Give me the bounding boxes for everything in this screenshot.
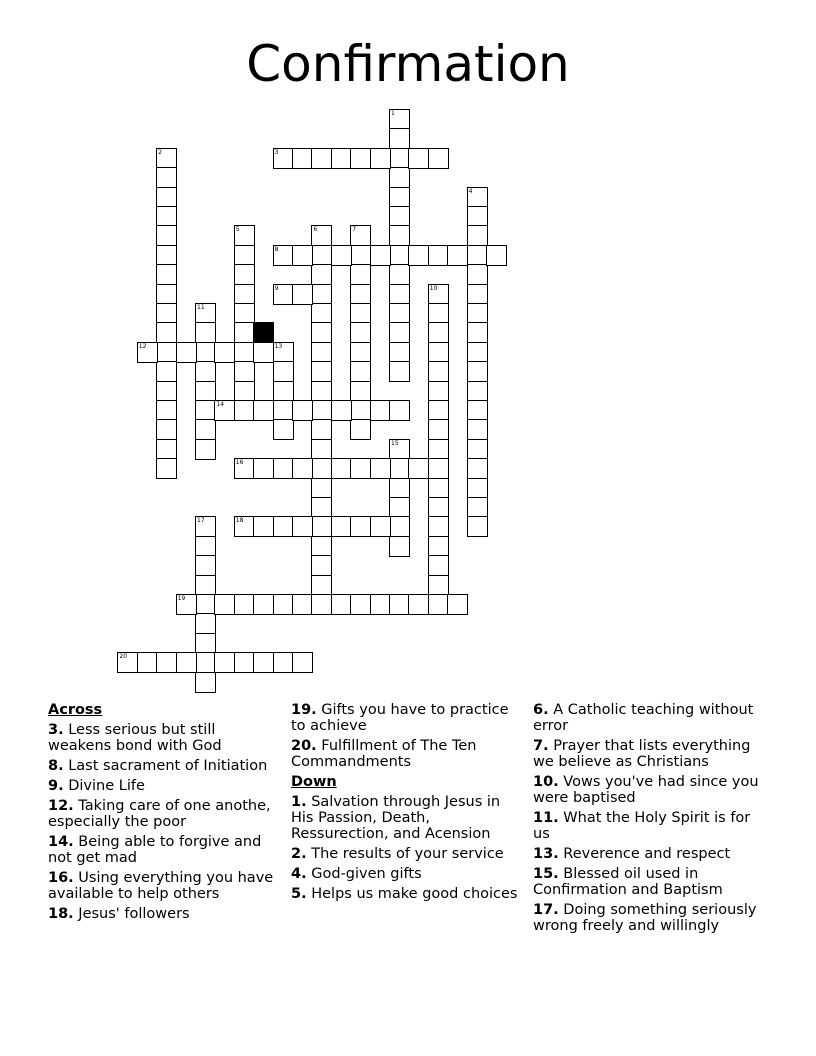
grid-cell[interactable]	[214, 342, 235, 363]
grid-cell[interactable]	[311, 245, 332, 266]
grid-cell[interactable]	[273, 400, 294, 421]
clue-text: God-given gifts	[311, 866, 422, 882]
grid-cell[interactable]	[389, 478, 410, 499]
grid-cell[interactable]	[176, 652, 197, 673]
grid-cell[interactable]	[311, 381, 332, 402]
grid-cell[interactable]	[156, 652, 177, 673]
clue-down-15	[533, 866, 765, 898]
grid-cell[interactable]	[195, 439, 216, 460]
grid-cell[interactable]	[350, 458, 371, 479]
grid-cell[interactable]	[428, 361, 449, 382]
grid-cell[interactable]	[311, 400, 332, 421]
clues-column-2	[291, 702, 523, 906]
clue-text: Vows you've had since you were baptised	[533, 774, 759, 806]
grid-cell[interactable]	[486, 245, 507, 266]
grid-cell[interactable]	[350, 148, 371, 169]
grid-cell[interactable]	[428, 594, 449, 615]
grid-cell[interactable]	[467, 206, 488, 227]
grid-cell[interactable]	[389, 303, 410, 324]
clue-down-1	[291, 794, 523, 842]
grid-cell[interactable]	[117, 652, 138, 673]
clue-number: 3.	[48, 722, 64, 738]
grid-cell[interactable]	[389, 148, 410, 169]
grid-cell[interactable]	[234, 400, 255, 421]
cell-number: 8	[274, 245, 279, 253]
grid-cell[interactable]	[311, 419, 332, 440]
grid-cell[interactable]	[234, 652, 255, 673]
grid-cell[interactable]	[156, 458, 177, 479]
grid-cell[interactable]	[234, 303, 255, 324]
clues-column-1	[48, 702, 280, 926]
cell-number: 3	[274, 148, 279, 156]
grid-cell[interactable]	[156, 400, 177, 421]
grid-cell[interactable]	[311, 516, 332, 537]
grid-cell[interactable]	[467, 303, 488, 324]
grid-cell[interactable]	[253, 594, 274, 615]
clue-down-17	[533, 902, 765, 934]
clue-down-10	[533, 774, 765, 806]
clue-number: 20.	[291, 738, 317, 754]
grid-cell[interactable]	[156, 264, 177, 285]
grid-cell[interactable]	[311, 322, 332, 343]
grid-cell[interactable]	[428, 322, 449, 343]
cell-number: 12	[138, 342, 147, 350]
grid-cell[interactable]	[273, 458, 294, 479]
grid-cell[interactable]	[253, 458, 274, 479]
grid-cell[interactable]	[467, 478, 488, 499]
grid-cell[interactable]	[350, 245, 371, 266]
cell-number: 18	[235, 517, 244, 525]
cell-number: 10	[429, 284, 438, 292]
grid-cell[interactable]	[253, 400, 274, 421]
clue-across-8	[48, 758, 280, 774]
grid-cell[interactable]	[195, 361, 216, 382]
grid-cell[interactable]	[214, 652, 235, 673]
grid-cell[interactable]	[273, 516, 294, 537]
grid-cell[interactable]	[350, 303, 371, 324]
grid-cell[interactable]	[311, 225, 332, 246]
grid-cell[interactable]	[292, 284, 313, 305]
grid-cell[interactable]	[156, 284, 177, 305]
clue-down-5	[291, 886, 523, 902]
grid-cell[interactable]	[195, 516, 216, 537]
grid-cell[interactable]	[253, 652, 274, 673]
grid-cell[interactable]	[467, 516, 488, 537]
clue-text: The results of your service	[311, 846, 504, 862]
grid-cell[interactable]	[467, 458, 488, 479]
grid-cell[interactable]	[428, 478, 449, 499]
grid-cell[interactable]	[311, 342, 332, 363]
grid-cell[interactable]	[408, 458, 429, 479]
clue-number: 9.	[48, 778, 64, 794]
clue-down-4	[291, 866, 523, 882]
grid-cell[interactable]	[467, 439, 488, 460]
clue-number: 12.	[48, 798, 74, 814]
down-heading: Down	[291, 774, 337, 790]
grid-cell[interactable]	[195, 672, 216, 693]
grid-cell[interactable]	[428, 381, 449, 402]
grid-cell[interactable]	[428, 439, 449, 460]
grid-cell[interactable]	[350, 400, 371, 421]
grid-cell[interactable]	[311, 148, 332, 169]
clue-number: 8.	[48, 758, 64, 774]
grid-cell[interactable]	[311, 555, 332, 576]
clue-down-6	[533, 702, 765, 734]
cell-number: 5	[235, 226, 240, 234]
grid-cell[interactable]	[214, 400, 235, 421]
clue-number: 2.	[291, 846, 307, 862]
grid-cell[interactable]	[331, 400, 352, 421]
clue-across-19	[291, 702, 523, 734]
clue-number: 4.	[291, 866, 307, 882]
grid-cell[interactable]	[156, 361, 177, 382]
grid-cell[interactable]	[156, 245, 177, 266]
clue-text: Being able to forgive and not get mad	[48, 834, 262, 866]
clue-across-9	[48, 778, 280, 794]
grid-cell[interactable]	[273, 419, 294, 440]
grid-cell[interactable]	[234, 458, 255, 479]
grid-cell[interactable]	[234, 381, 255, 402]
grid-cell[interactable]	[389, 458, 410, 479]
grid-cell[interactable]	[467, 419, 488, 440]
grid-cell[interactable]	[292, 400, 313, 421]
cell-number: 7	[352, 226, 357, 234]
grid-cell[interactable]	[156, 187, 177, 208]
grid-cell[interactable]	[273, 284, 294, 305]
grid-cell[interactable]	[234, 284, 255, 305]
grid-cell[interactable]	[234, 594, 255, 615]
grid-cell[interactable]	[350, 381, 371, 402]
cell-number: 17	[197, 517, 205, 525]
grid-cell[interactable]	[428, 419, 449, 440]
clue-text: Helps us make good choices	[311, 886, 518, 902]
grid-cell[interactable]	[389, 245, 410, 266]
grid-cell[interactable]	[467, 284, 488, 305]
clue-down-13	[533, 846, 765, 862]
grid-cell[interactable]	[389, 167, 410, 188]
grid-cell[interactable]	[195, 536, 216, 557]
grid-cell[interactable]	[156, 419, 177, 440]
clue-number: 16.	[48, 870, 74, 886]
grid-cell[interactable]	[408, 594, 429, 615]
clue-number: 18.	[48, 906, 74, 922]
grid-cell[interactable]	[156, 167, 177, 188]
clue-text: Blessed oil used in Confirmation and Baptism	[533, 866, 723, 898]
grid-cell[interactable]	[389, 264, 410, 285]
grid-cell[interactable]	[389, 594, 410, 615]
grid-cell[interactable]	[467, 400, 488, 421]
grid-cell[interactable]	[273, 361, 294, 382]
grid-cell[interactable]	[311, 536, 332, 557]
clue-text: Taking care of one anothe, especially the poor	[48, 798, 271, 830]
grid-cell[interactable]	[234, 225, 255, 246]
grid-cell[interactable]	[428, 400, 449, 421]
grid-cell[interactable]	[292, 594, 313, 615]
grid-cell[interactable]	[389, 206, 410, 227]
grid-cell[interactable]	[331, 594, 352, 615]
grid-cell[interactable]	[350, 264, 371, 285]
grid-cell[interactable]	[428, 303, 449, 324]
grid-cell[interactable]	[292, 458, 313, 479]
grid-cell[interactable]	[137, 342, 158, 363]
cell-number: 4	[468, 187, 473, 195]
grid-cell[interactable]	[234, 342, 255, 363]
grid-cell[interactable]	[408, 245, 429, 266]
grid-cell[interactable]	[195, 381, 216, 402]
grid-cell[interactable]	[195, 613, 216, 634]
grid-cell[interactable]	[176, 594, 197, 615]
grid-cell[interactable]	[467, 361, 488, 382]
clue-across-20	[291, 738, 523, 770]
grid-cell[interactable]	[195, 575, 216, 596]
grid-cell[interactable]	[389, 322, 410, 343]
grid-cell[interactable]	[292, 148, 313, 169]
grid-cell[interactable]	[428, 497, 449, 518]
grid-cell[interactable]	[428, 284, 449, 305]
grid-cell[interactable]	[156, 303, 177, 324]
clue-number: 11.	[533, 810, 559, 826]
grid-cell[interactable]	[234, 322, 255, 343]
clue-number: 13.	[533, 846, 559, 862]
grid-cell[interactable]	[156, 225, 177, 246]
clue-across-16	[48, 870, 280, 902]
cell-number: 14	[216, 401, 225, 408]
page-title: Confirmation	[246, 35, 570, 93]
grid-cell[interactable]	[331, 245, 352, 266]
grid-cell[interactable]	[311, 264, 332, 285]
clue-text: Reverence and respect	[563, 846, 731, 862]
grid-cell[interactable]	[195, 633, 216, 654]
clue-across-12	[48, 798, 280, 830]
cell-number: 9	[274, 284, 279, 292]
grid-cell[interactable]	[195, 303, 216, 324]
clue-text: Doing something seriously wrong freely and willingly	[533, 902, 757, 934]
clue-text: A Catholic teaching without error	[533, 702, 754, 734]
grid-cell[interactable]	[428, 575, 449, 596]
grid-cell[interactable]	[292, 516, 313, 537]
grid-cell[interactable]	[389, 361, 410, 382]
grid-cell[interactable]	[370, 516, 391, 537]
grid-cell[interactable]	[467, 497, 488, 518]
grid-cell[interactable]	[350, 322, 371, 343]
grid-cell[interactable]	[156, 206, 177, 227]
grid-cell[interactable]	[467, 225, 488, 246]
grid-cell[interactable]	[195, 555, 216, 576]
cell-number: 16	[235, 459, 244, 467]
grid-cell[interactable]	[195, 322, 216, 343]
grid-cell[interactable]	[389, 187, 410, 208]
grid-cell[interactable]	[350, 419, 371, 440]
cell-number: 1	[391, 110, 395, 117]
clues-column-3	[533, 702, 765, 938]
grid-cell[interactable]	[156, 381, 177, 402]
cell-number: 11	[197, 304, 205, 311]
grid-cell[interactable]	[389, 342, 410, 363]
clue-across-14	[48, 834, 280, 866]
clue-text: Prayer that lists everything we believe as Christians	[533, 738, 751, 770]
grid-cell[interactable]	[389, 400, 410, 421]
grid-cell[interactable]	[273, 245, 294, 266]
grid-cell[interactable]	[370, 148, 391, 169]
grid-cell[interactable]	[370, 594, 391, 615]
grid-cell[interactable]	[447, 594, 468, 615]
grid-cell[interactable]	[311, 575, 332, 596]
grid-cell[interactable]	[447, 245, 468, 266]
clue-number: 10.	[533, 774, 559, 790]
grid-cell[interactable]	[350, 361, 371, 382]
grid-cell[interactable]	[195, 342, 216, 363]
grid-cell[interactable]	[137, 652, 158, 673]
across-heading: Across	[48, 702, 103, 718]
grid-cell[interactable]	[370, 245, 391, 266]
grid-cell[interactable]	[253, 342, 274, 363]
grid-cell[interactable]	[428, 536, 449, 557]
grid-cell[interactable]	[292, 245, 313, 266]
grid-cell[interactable]	[234, 516, 255, 537]
grid-cell[interactable]	[389, 497, 410, 518]
grid-cell[interactable]	[350, 594, 371, 615]
grid-cell[interactable]	[331, 458, 352, 479]
clue-number: 5.	[291, 886, 307, 902]
grid-cell[interactable]	[389, 109, 410, 130]
grid-cell[interactable]	[273, 594, 294, 615]
grid-cell[interactable]	[176, 342, 197, 363]
cell-number: 6	[313, 226, 318, 234]
grid-cell[interactable]	[311, 478, 332, 499]
clue-text: Last sacrament of Initiation	[68, 758, 268, 774]
grid-cell[interactable]	[214, 594, 235, 615]
grid-cell[interactable]	[311, 594, 332, 615]
grid-cell[interactable]	[389, 225, 410, 246]
cell-number: 20	[119, 653, 128, 661]
clue-number: 6.	[533, 702, 549, 718]
grid-cell[interactable]	[156, 148, 177, 169]
clue-down-11	[533, 810, 765, 842]
grid-cell[interactable]	[408, 148, 429, 169]
grid-cell[interactable]	[467, 187, 488, 208]
grid-cell[interactable]	[195, 419, 216, 440]
clue-across-18	[48, 906, 280, 922]
grid-cell[interactable]	[311, 284, 332, 305]
grid-cell[interactable]	[350, 342, 371, 363]
clue-number: 1.	[291, 794, 307, 810]
clue-text: Jesus' followers	[78, 906, 190, 922]
clue-text: Fulfillment of The Ten Commandments	[291, 738, 477, 770]
cell-number: 19	[177, 595, 186, 602]
clue-text: Gifts you have to practice to achieve	[291, 702, 509, 734]
clue-text: Divine Life	[68, 778, 145, 794]
grid-cell[interactable]	[156, 322, 177, 343]
grid-cell[interactable]	[311, 303, 332, 324]
grid-cell[interactable]	[389, 536, 410, 557]
grid-cell[interactable]	[331, 516, 352, 537]
grid-cell[interactable]	[428, 245, 449, 266]
grid-cell[interactable]	[273, 342, 294, 363]
clue-across-3	[48, 722, 280, 754]
black-square	[253, 322, 274, 343]
grid-cell[interactable]	[389, 284, 410, 305]
grid-cell[interactable]	[467, 381, 488, 402]
grid-cell[interactable]	[156, 342, 177, 363]
clue-down-7	[533, 738, 765, 770]
grid-cell[interactable]	[195, 594, 216, 615]
grid-cell[interactable]	[428, 458, 449, 479]
clue-number: 19.	[291, 702, 317, 718]
clue-number: 7.	[533, 738, 549, 754]
clue-text: Salvation through Jesus in His Passion, Death, Ressurection, and Acension	[291, 794, 501, 842]
grid-cell[interactable]	[467, 342, 488, 363]
grid-cell[interactable]	[156, 439, 177, 460]
clue-text: Less serious but still weakens bond with God	[48, 722, 222, 754]
grid-cell[interactable]	[311, 497, 332, 518]
grid-cell[interactable]	[389, 439, 410, 460]
grid-cell[interactable]	[195, 400, 216, 421]
cell-number: 15	[391, 439, 399, 447]
clue-down-2	[291, 846, 523, 862]
grid-cell[interactable]	[311, 439, 332, 460]
cell-number: 2	[158, 148, 163, 156]
clue-number: 14.	[48, 834, 74, 850]
grid-cell[interactable]	[234, 264, 255, 285]
grid-cell[interactable]	[292, 652, 313, 673]
cell-number: 13	[274, 342, 283, 350]
clue-text: Using everything you have available to help others	[48, 870, 274, 902]
grid-cell[interactable]	[234, 361, 255, 382]
grid-cell[interactable]	[428, 148, 449, 169]
grid-cell[interactable]	[389, 516, 410, 537]
grid-cell[interactable]	[350, 516, 371, 537]
grid-cell[interactable]	[370, 458, 391, 479]
grid-cell[interactable]	[311, 458, 332, 479]
clue-text: What the Holy Spirit is for us	[533, 810, 751, 842]
grid-cell[interactable]	[350, 284, 371, 305]
grid-cell[interactable]	[389, 128, 410, 149]
grid-cell[interactable]	[467, 264, 488, 285]
clue-number: 15.	[533, 866, 559, 882]
clue-number: 17.	[533, 902, 559, 918]
grid-cell[interactable]	[234, 245, 255, 266]
grid-cell[interactable]	[428, 555, 449, 576]
grid-cell[interactable]	[195, 652, 216, 673]
grid-cell[interactable]	[273, 652, 294, 673]
grid-cell[interactable]	[273, 381, 294, 402]
grid-cell[interactable]	[273, 148, 294, 169]
grid-cell[interactable]	[428, 516, 449, 537]
grid-cell[interactable]	[370, 400, 391, 421]
grid-cell[interactable]	[253, 516, 274, 537]
grid-cell[interactable]	[467, 322, 488, 343]
grid-cell[interactable]	[311, 361, 332, 382]
grid-cell[interactable]	[467, 245, 488, 266]
grid-cell[interactable]	[428, 342, 449, 363]
grid-cell[interactable]	[350, 225, 371, 246]
grid-cell[interactable]	[331, 148, 352, 169]
